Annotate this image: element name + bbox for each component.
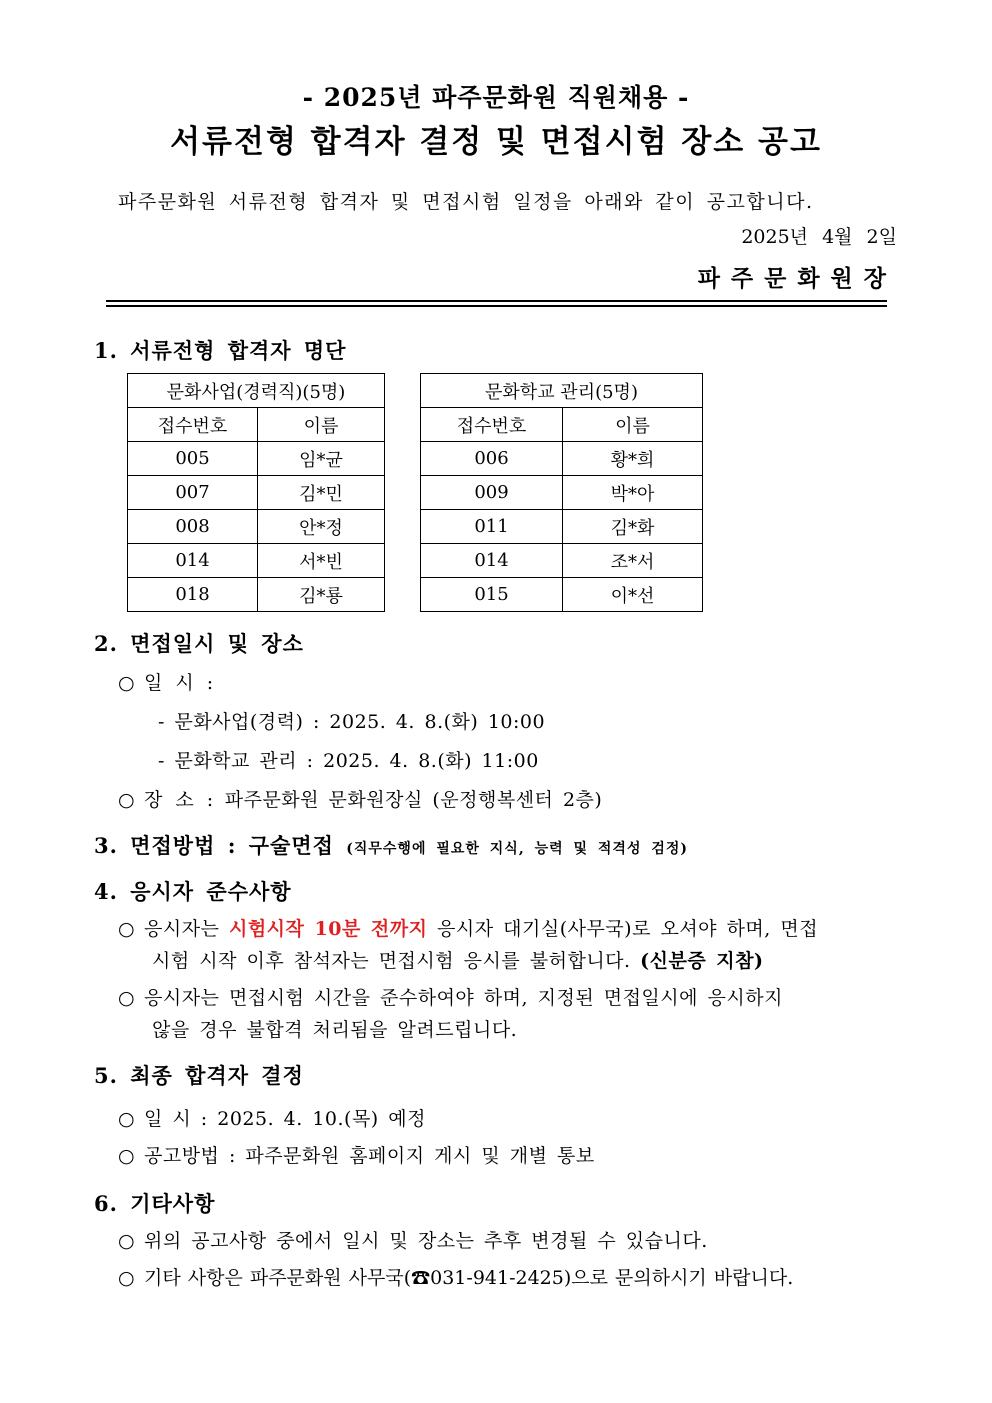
schedule-line-2: - 문화학교 관리 : 2025. 4. 8.(화) 11:00: [158, 750, 539, 772]
rule-item-2-line2: 않을 경우 불합격 처리됨을 알려드립니다.: [152, 1019, 518, 1041]
cell-number: 007: [128, 476, 258, 510]
bullet-circle: ○: [118, 918, 136, 940]
divider-top: [106, 300, 887, 302]
cell-number: 015: [421, 578, 563, 612]
misc-item-1: ○ 위의 공고사항 중에서 일시 및 장소는 추후 변경될 수 있습니다.: [118, 1230, 708, 1252]
highlight-deadline: 시험시작 10분 전까지: [228, 918, 428, 940]
bullet-circle: ○: [118, 1267, 135, 1289]
col-header-number: 접수번호: [128, 408, 258, 442]
notice-title: 서류전형 합격자 결정 및 면접시험 장소 공고: [170, 124, 822, 160]
bullet-circle: ○: [118, 1230, 136, 1252]
cell-number: 014: [421, 544, 563, 578]
col-header-number: 접수번호: [421, 408, 563, 442]
schedule-line-1: - 문화사업(경력) : 2025. 4. 8.(화) 10:00: [158, 711, 546, 733]
bullet-circle: ○: [118, 789, 136, 811]
cell-number: 011: [421, 510, 563, 544]
table-row: [421, 442, 703, 476]
cell-name: 김*룡: [258, 578, 385, 612]
section6-heading: 6. 기타사항: [94, 1191, 216, 1216]
cell-name: 조*서: [563, 544, 703, 578]
table-row: [128, 476, 385, 510]
col-header-name: 이름: [258, 408, 385, 442]
method-note: (직무수행에 필요한 지식, 능력 및 적격성 검정): [346, 841, 689, 857]
table-row: [128, 544, 385, 578]
cell-name: 임*균: [258, 442, 385, 476]
table-title: 문화사업(경력직)(5명): [128, 374, 385, 408]
rule-item-2: ○ 응시자는 면접시험 시간을 준수하여야 하며, 지정된 면접일시에 응시하지: [118, 987, 783, 1009]
table-row: [421, 510, 703, 544]
roster-table-cultural-school: [420, 373, 703, 612]
final-method-line: ○ 공고방법 : 파주문화원 홈페이지 게시 및 개별 통보: [118, 1145, 595, 1167]
bullet-circle: ○: [118, 1145, 136, 1167]
rule-item-1: ○ 응시자는 시험시작 10분 전까지 응시자 대기실(사무국)로 오셔야 하며, 면접: [118, 918, 819, 940]
section1-heading: 1. 서류전형 합격자 명단: [94, 338, 347, 363]
cell-name: 황*희: [563, 442, 703, 476]
cell-name: 이*선: [563, 578, 703, 612]
intro-text: 파주문화원 서류전형 합격자 및 면접시험 일정을 아래와 같이 공고합니다.: [118, 191, 814, 213]
cell-number: 006: [421, 442, 563, 476]
table-row: [421, 544, 703, 578]
section4-heading: 4. 응시자 준수사항: [94, 879, 292, 904]
cell-name: 박*아: [563, 476, 703, 510]
table-row: [128, 578, 385, 612]
section5-heading: 5. 최종 합격자 결정: [94, 1063, 304, 1088]
table-row: [421, 476, 703, 510]
misc-item-2: ○ 기타 사항은 파주문화원 사무국(☎031-941-2425)으로 문의하시기 바랍니다.: [118, 1267, 794, 1289]
notice-subtitle: - 2025년 파주문화원 직원채용 -: [302, 83, 690, 112]
cell-number: 009: [421, 476, 563, 510]
bullet-circle: ○: [118, 672, 136, 694]
table-row: [421, 578, 703, 612]
divider-bottom: [106, 305, 887, 307]
interview-place: ○ 장 소 : 파주문화원 문화원장실 (운정행복센터 2층): [118, 789, 603, 811]
cell-number: 018: [128, 578, 258, 612]
notice-date: 2025년 4월 2일: [741, 226, 897, 248]
section3-heading: 3. 면접방법 : 구술면접 (직무수행에 필요한 지식, 능력 및 적격성 검정): [94, 833, 689, 858]
col-header-name: 이름: [563, 408, 703, 442]
cell-name: 김*민: [258, 476, 385, 510]
rule-item-1-line2: 시험 시작 이후 참석자는 면접시험 응시를 불허합니다. (신분증 지참): [152, 950, 764, 972]
table-title: 문화학교 관리(5명): [421, 374, 703, 408]
roster-table-cultural-projects: [127, 373, 385, 612]
cell-number: 014: [128, 544, 258, 578]
issuer-name: 파주문화원장: [697, 265, 897, 292]
cell-name: 서*빈: [258, 544, 385, 578]
cell-number: 008: [128, 510, 258, 544]
interview-date-label: ○ 일 시 :: [118, 672, 216, 694]
table-row: [128, 510, 385, 544]
section2-heading: 2. 면접일시 및 장소: [94, 631, 304, 656]
cell-number: 005: [128, 442, 258, 476]
bullet-circle: ○: [118, 1108, 136, 1130]
table-row: [128, 442, 385, 476]
id-required: (신분증 지참): [640, 950, 764, 972]
bullet-circle: ○: [118, 987, 136, 1009]
cell-name: 김*화: [563, 510, 703, 544]
cell-name: 안*정: [258, 510, 385, 544]
final-date-line: ○ 일 시 : 2025. 4. 10.(목) 예정: [118, 1108, 426, 1130]
